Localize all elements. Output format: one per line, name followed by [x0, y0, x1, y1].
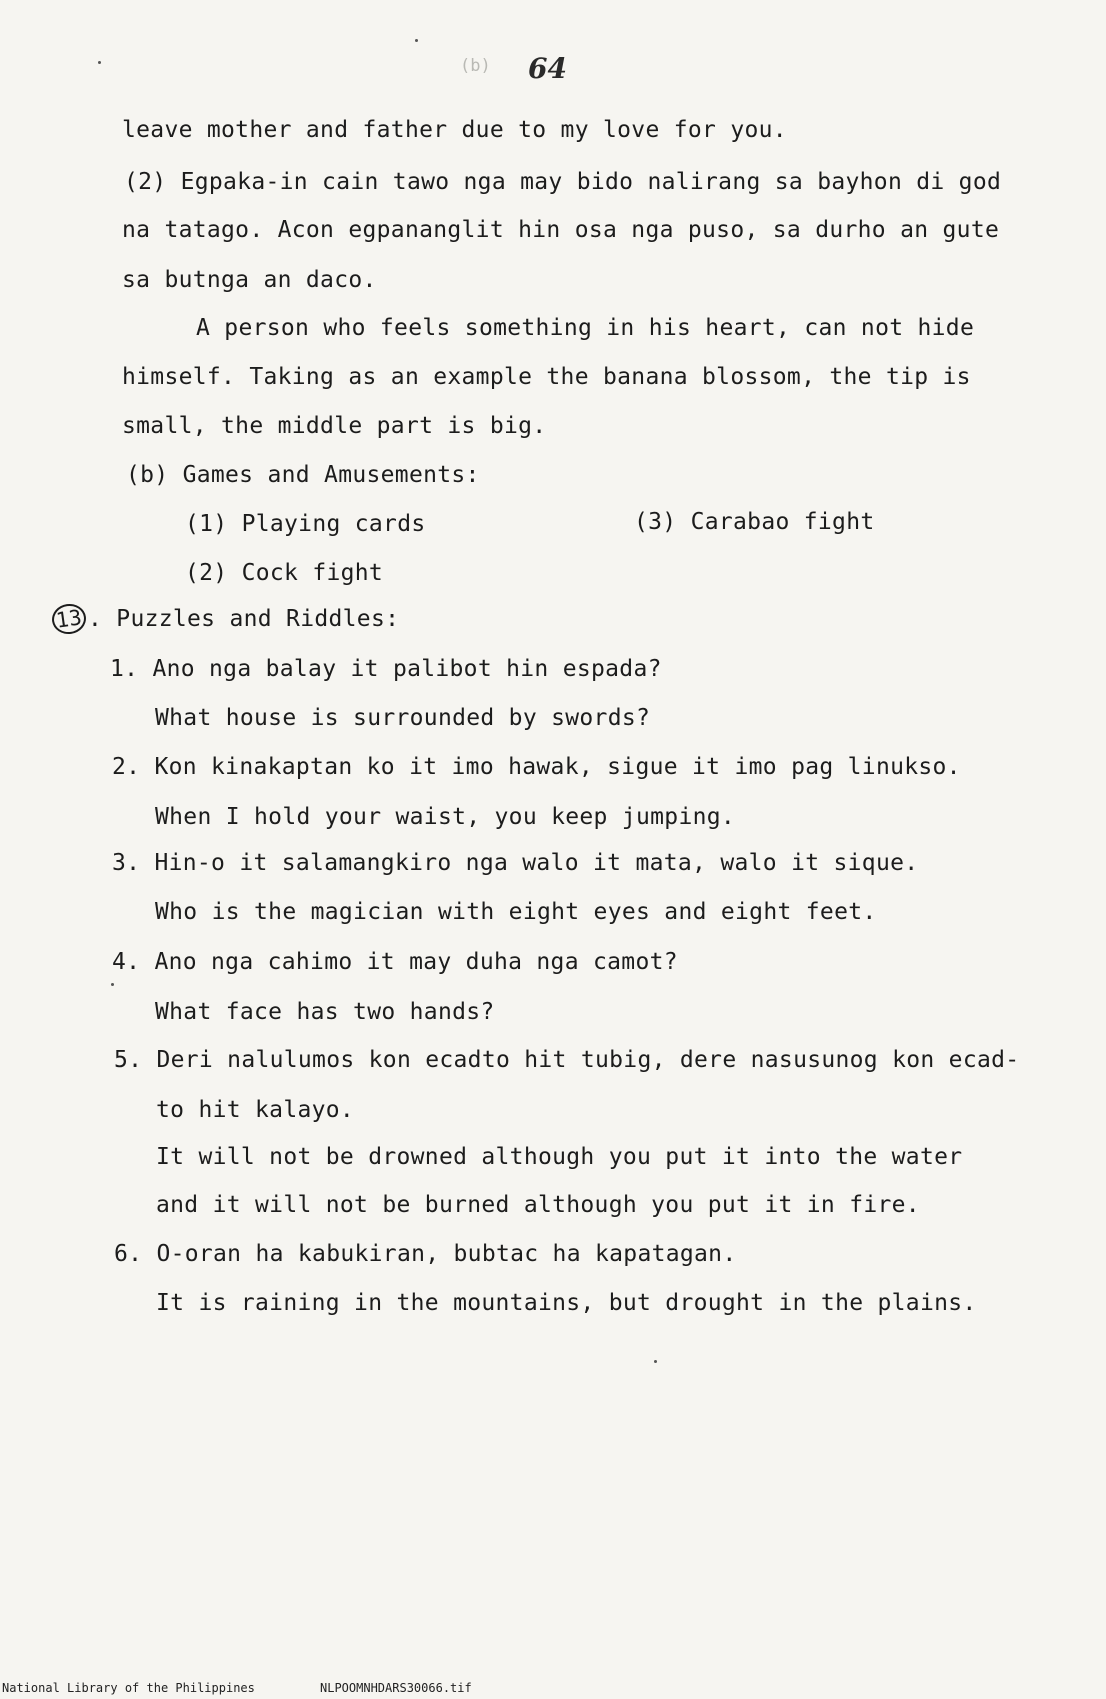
text-line: na tatago. Acon egpananglit hin osa nga puso, sa durho an gute [122, 217, 1000, 243]
riddle-line: 1. Ano nga balay it palibot hin espada? [110, 656, 662, 682]
riddle-translation: What house is surrounded by swords? [155, 705, 651, 731]
footer-filename: NLPOOMNHDARS30066.tif [320, 1681, 472, 1695]
riddle-translation: and it will not be burned although you put it in fire. [156, 1192, 920, 1218]
text-line: small, the middle part is big. [122, 413, 547, 439]
ink-speck [415, 39, 418, 42]
games-item: (2) Cock fight [185, 560, 384, 586]
section-heading-riddles [52, 604, 399, 634]
riddle-line: 5. Deri nalulumos kon ecadto hit tubig, dere nasusunog kon ecad- [114, 1047, 1020, 1073]
games-item: (3) Carabao fight [634, 509, 875, 535]
text-line: himself. Taking as an example the banana blossom, the tip is [122, 364, 971, 390]
section-heading-text: . Puzzles and Riddles: [88, 606, 400, 632]
section-heading-games: (b) Games and Amusements: [126, 462, 480, 488]
riddle-line: 4. Ano nga cahimo it may duha nga camot? [112, 949, 678, 975]
riddle-translation: What face has two hands? [155, 999, 495, 1025]
faint-mark: (b) [460, 56, 491, 76]
text-line: sa butnga an daco. [122, 267, 377, 293]
games-item: (1) Playing cards [185, 511, 426, 537]
ink-speck [654, 1360, 657, 1363]
riddle-line: to hit kalayo. [156, 1097, 355, 1123]
riddle-translation: It will not be drowned although you put it into the water [156, 1144, 963, 1170]
page-number: 64 [528, 52, 567, 85]
riddle-translation: When I hold your waist, you keep jumping. [155, 804, 736, 830]
text-line: (2) Egpaka-in cain tawo nga may bido nalirang sa bayhon di god [124, 169, 1002, 195]
ink-speck [98, 61, 101, 64]
footer-library: National Library of the Philippines [2, 1681, 255, 1695]
section-number-circled: 13 [50, 602, 88, 636]
riddle-line: 3. Hin-o it salamangkiro nga walo it mata, walo it sique. [112, 850, 919, 876]
riddle-line: 2. Kon kinakaptan ko it imo hawak, sigue it imo pag linukso. [112, 754, 961, 780]
text-line: A person who feels something in his heart, can not hide [196, 315, 975, 341]
riddle-translation: Who is the magician with eight eyes and eight feet. [155, 899, 877, 925]
riddle-line: 6. O-oran ha kabukiran, bubtac ha kapatagan. [114, 1241, 737, 1267]
riddle-translation: It is raining in the mountains, but drought in the plains. [156, 1290, 977, 1316]
ink-speck [111, 983, 114, 986]
text-line: leave mother and father due to my love for you. [122, 117, 787, 143]
